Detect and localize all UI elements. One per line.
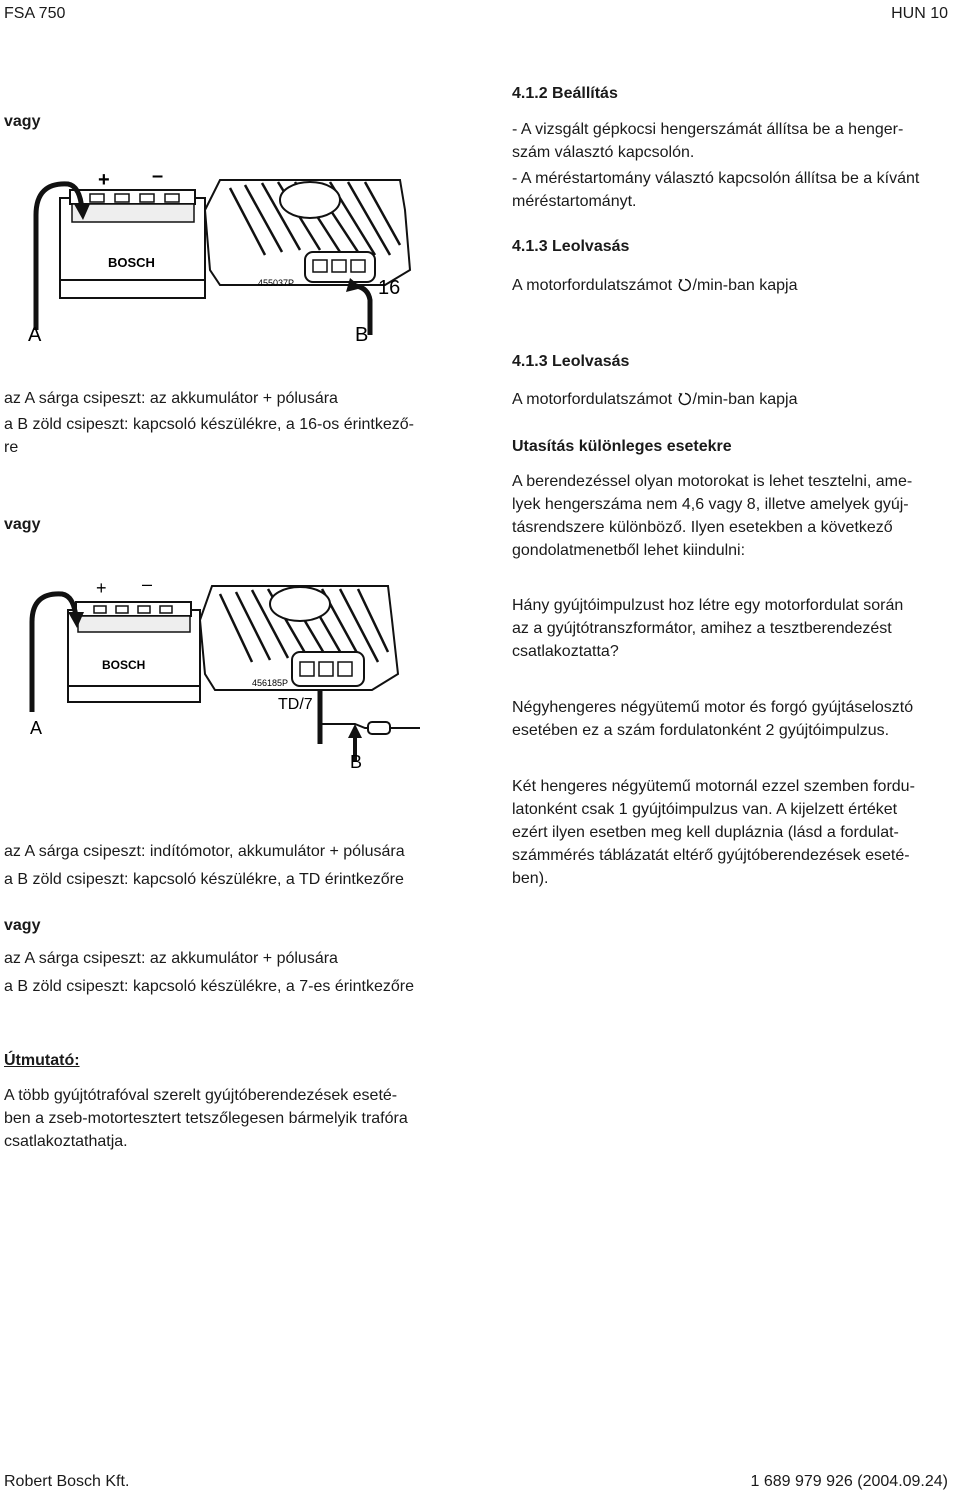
pin-16-label: 16 bbox=[378, 277, 401, 299]
conn1-line-1: az A sárga csipeszt: az akkumulátor + pólusára bbox=[4, 390, 338, 407]
figure-battery-16pin bbox=[20, 160, 440, 345]
td-label: TD/7 bbox=[278, 696, 313, 713]
reading1-pre: A motorfordulatszámot bbox=[512, 277, 673, 294]
conn1-line-3: re bbox=[4, 439, 19, 456]
q-line-3: csatlakoztatta? bbox=[512, 643, 619, 660]
q-line-2: az a gyújtótranszformátor, amihez a tesztberendezést bbox=[512, 620, 892, 637]
sp1-line-1: A berendezéssel olyan motorokat is lehet tesztelni, ame- bbox=[512, 473, 913, 490]
two-line-5: ben). bbox=[512, 870, 549, 887]
part-number-text-2: 456185P bbox=[252, 678, 289, 688]
minus-sign: – bbox=[152, 165, 164, 187]
label-b: B bbox=[355, 324, 369, 345]
label-a-2: A bbox=[30, 718, 43, 738]
battery-brand-text-2: BOSCH bbox=[102, 658, 146, 672]
connection-instructions-3 bbox=[4, 947, 484, 998]
guide-line-1: A több gyújtótrafóval szerelt gyújtóberendezések eseté- bbox=[4, 1087, 398, 1104]
battery-illustration-2 bbox=[32, 574, 200, 712]
reading-text-2 bbox=[512, 388, 797, 411]
footer-right: 1 689 979 926 (2004.09.24) bbox=[750, 1473, 948, 1490]
reading-text-1 bbox=[512, 274, 797, 297]
conn3-line-2: a B zöld csipeszt: kapcsoló készülékre, a 7-es érintkezőre bbox=[4, 978, 414, 995]
label-b-2: B bbox=[350, 752, 363, 772]
conn3-line-1: az A sárga csipeszt: az akkumulátor + pólusára bbox=[4, 950, 338, 967]
minus-sign-2: – bbox=[142, 574, 153, 594]
sp1-line-4: gondolatmenetből lehet kiindulni: bbox=[512, 542, 746, 559]
figure-battery-td-pin bbox=[20, 572, 440, 772]
q-line-1: Hány gyújtóimpulzust hoz létre egy motorfordulat során bbox=[512, 597, 904, 614]
conn1-line-2: a B zöld csipeszt: kapcsoló készülékre, a 16-os érintkező- bbox=[4, 416, 414, 433]
rotation-icon bbox=[678, 278, 692, 292]
vagy-label-2: vagy bbox=[4, 516, 41, 533]
set2-line-2: méréstartományt. bbox=[512, 193, 637, 210]
question-paragraph bbox=[512, 594, 957, 663]
guide-line-2: ben a zseb-motortesztert tetszőlegesen bármelyik trafóra bbox=[4, 1110, 408, 1127]
two-cylinder-paragraph bbox=[512, 775, 957, 890]
header-left: FSA 750 bbox=[4, 5, 66, 22]
guide-line-3: csatlakoztathatja. bbox=[4, 1133, 128, 1150]
guide-text bbox=[4, 1084, 484, 1153]
label-a: A bbox=[28, 324, 42, 345]
connection-instructions-2 bbox=[4, 840, 484, 891]
heading-setting: 4.1.2 Beállítás bbox=[512, 85, 618, 102]
setting-step-1 bbox=[512, 118, 952, 164]
two-line-1: Két hengeres négyütemű motornál ezzel szemben fordu- bbox=[512, 778, 915, 795]
plus-sign: + bbox=[98, 169, 110, 191]
vagy-label-1: vagy bbox=[4, 113, 41, 130]
reading2-pre: A motorfordulatszámot bbox=[512, 391, 673, 408]
conn2-line-1: az A sárga csipeszt: indítómotor, akkumulátor + pólusára bbox=[4, 843, 405, 860]
set2-line-1: - A méréstartomány választó kapcsolón állítsa be a kívánt bbox=[512, 170, 920, 187]
four-line-1: Négyhengeres négyütemű motor és forgó gyújtáselosztó bbox=[512, 699, 914, 716]
conn2-line-2: a B zöld csipeszt: kapcsoló készülékre, a TD érintkezőre bbox=[4, 871, 404, 888]
two-line-4: számmérés táblázatát eltérő gyújtóberendezések eseté- bbox=[512, 847, 910, 864]
header-right: HUN 10 bbox=[891, 5, 948, 22]
connection-instructions-1 bbox=[4, 387, 474, 459]
vagy-label-3: vagy bbox=[4, 917, 41, 934]
special-intro bbox=[512, 470, 957, 562]
part-number-text: 455037P bbox=[258, 278, 295, 288]
rotation-icon bbox=[678, 392, 692, 406]
switch-unit-illustration-2 bbox=[200, 586, 420, 762]
set1-line-2: szám választó kapcsolón. bbox=[512, 144, 695, 161]
heading-special-cases: Utasítás különleges esetekre bbox=[512, 438, 732, 455]
four-cylinder-paragraph bbox=[512, 696, 957, 742]
two-line-2: latonként csak 1 gyújtóimpulzus van. A kijelzett értéket bbox=[512, 801, 898, 818]
guide-title: Útmutató: bbox=[4, 1052, 80, 1069]
four-line-2: esetében ez a szám fordulatonként 2 gyújtóimpulzus. bbox=[512, 722, 890, 739]
switch-unit-illustration bbox=[205, 180, 410, 335]
reading2-post: /min-ban kapja bbox=[692, 391, 798, 408]
set1-line-1: - A vizsgált gépkocsi hengerszámát állítsa be a henger- bbox=[512, 121, 904, 138]
plus-sign-2: + bbox=[96, 578, 107, 598]
setting-step-2 bbox=[512, 167, 952, 213]
sp1-line-3: tásrendszere különböző. Ilyen esetekben a következő bbox=[512, 519, 893, 536]
two-line-3: ezért ilyen esetben meg kell dupláznia (lásd a fordulat- bbox=[512, 824, 899, 841]
reading1-post: /min-ban kapja bbox=[692, 277, 798, 294]
heading-reading-2: 4.1.3 Leolvasás bbox=[512, 353, 630, 370]
heading-reading-1: 4.1.3 Leolvasás bbox=[512, 238, 630, 255]
battery-brand-text: BOSCH bbox=[108, 255, 155, 270]
footer-left: Robert Bosch Kft. bbox=[4, 1473, 130, 1490]
battery-illustration bbox=[36, 165, 205, 330]
sp1-line-2: lyek hengerszáma nem 4,6 vagy 8, illetve amelyek gyúj- bbox=[512, 496, 909, 513]
